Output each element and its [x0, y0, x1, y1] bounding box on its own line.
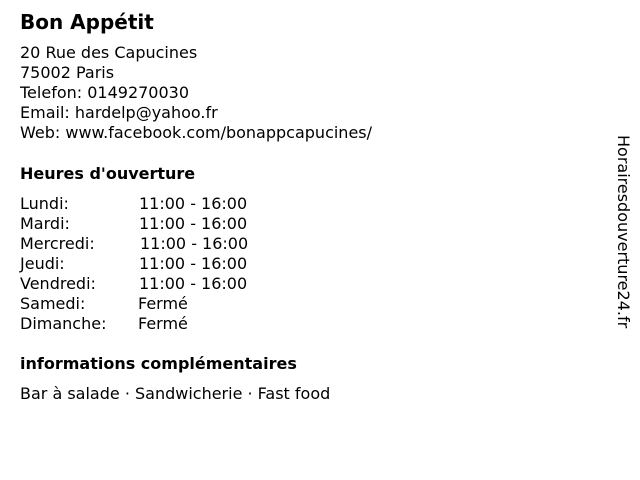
contact-details [20, 43, 372, 143]
hours-row-friday [20, 274, 320, 294]
time-value: 11:00 - 16:00 [139, 274, 248, 293]
hours-row-saturday [20, 294, 320, 314]
day-label: Dimanche: [20, 314, 107, 333]
hours-row-thursday [20, 254, 320, 274]
email-address[interactable]: Email: hardelp@yahoo.fr [20, 103, 218, 122]
day-label: Vendredi: [20, 274, 96, 293]
business-categories: Bar à salade · Sandwicherie · Fast food [20, 384, 331, 403]
additional-info-heading: informations complémentaires [20, 354, 297, 373]
time-value: 11:00 - 16:00 [140, 234, 249, 253]
website-link[interactable]: Web: www.facebook.com/bonappcapucines/ [20, 123, 373, 142]
hours-row-wednesday [20, 234, 320, 254]
hours-row-sunday [20, 314, 320, 334]
time-value: Fermé [138, 314, 188, 333]
day-label: Jeudi: [20, 254, 65, 273]
time-value: 11:00 - 16:00 [139, 194, 248, 213]
phone-number[interactable]: Telefon: 0149270030 [20, 83, 190, 102]
opening-hours-heading: Heures d'ouverture [20, 164, 196, 183]
time-value: 11:00 - 16:00 [139, 214, 248, 233]
day-label: Lundi: [20, 194, 69, 213]
day-label: Mercredi: [20, 234, 95, 253]
hours-row-monday [20, 194, 320, 214]
address-street: 20 Rue des Capucines [20, 43, 198, 62]
time-value: 11:00 - 16:00 [139, 254, 248, 273]
hours-row-tuesday [20, 214, 320, 234]
opening-hours-table [20, 194, 320, 334]
day-label: Mardi: [20, 214, 70, 233]
address-city: 75002 Paris [20, 63, 115, 82]
day-label: Samedi: [20, 294, 86, 313]
time-value: Fermé [138, 294, 188, 313]
business-name: Bon Appétit [20, 10, 154, 34]
site-brand-vertical[interactable]: Horairesdouverture24.fr [614, 135, 633, 329]
